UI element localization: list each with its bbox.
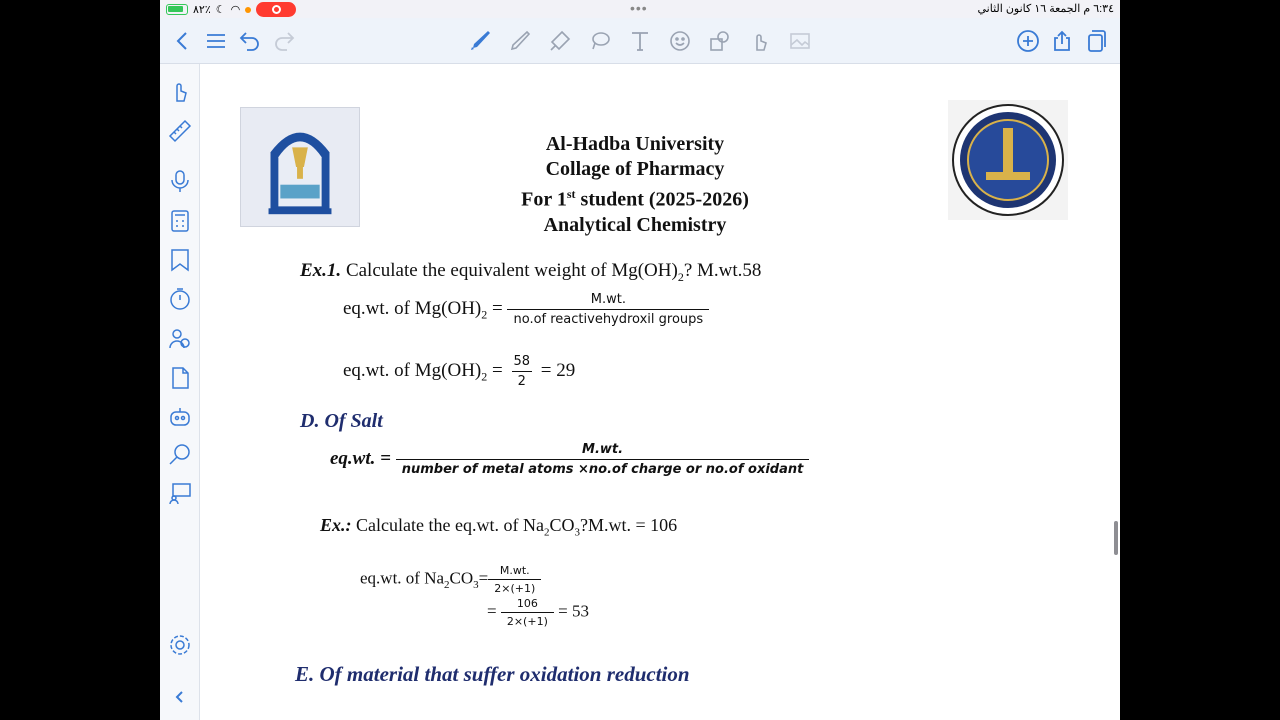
example-1-question: Ex.1. Calculate the equivalent weight of $Mg(OH)_2$? M.wt.58 xyxy=(300,260,762,284)
image-icon[interactable] xyxy=(787,28,813,54)
salt-formula: eq.wt. = $\frac{M.wt.}{\text{number of metal atoms ×no.of charge or no.of oxidant}}$ xyxy=(330,442,809,477)
microphone-icon[interactable] xyxy=(167,168,193,194)
example-2-question: Ex.: Calculate the eq.wt. of $Na_2CO_3?M.wt$. = 106 xyxy=(320,515,678,539)
search-icon[interactable] xyxy=(167,442,193,468)
course-name: Analytical Chemistry xyxy=(543,213,727,236)
hand-tool-icon[interactable] xyxy=(167,78,193,104)
equivalent-weight-fraction: $\frac{M.wt.}{\text{no.of reactivehydroxil groups}}$ xyxy=(507,292,709,327)
moon-icon: ☾ xyxy=(215,4,226,16)
section-d-heading: D. Of Salt xyxy=(300,410,383,432)
section-e-heading: E. Of material that suffer oxidation reduction xyxy=(295,662,690,686)
scrollbar[interactable] xyxy=(1114,521,1118,555)
student-year: For 1st student (2025-2026) xyxy=(521,187,749,211)
timer-icon[interactable] xyxy=(167,286,193,312)
pdf-page[interactable] xyxy=(200,64,1120,720)
presentation-icon[interactable] xyxy=(167,480,193,506)
sticker-icon[interactable] xyxy=(667,28,693,54)
ruler-icon[interactable] xyxy=(167,118,193,144)
lasso-icon[interactable] xyxy=(587,28,613,54)
ex1-numeric-fraction: $\frac{58}{2}$ xyxy=(513,354,531,389)
college-name: Collage of Pharmacy xyxy=(545,158,725,180)
eraser-icon[interactable] xyxy=(547,28,573,54)
battery-percent: ٨٢٪ xyxy=(193,4,211,16)
status-left xyxy=(166,2,296,17)
ex2-numeric-fraction: $\frac{106}{2\times(+1)}$ xyxy=(501,597,554,628)
undo-icon[interactable] xyxy=(237,28,263,54)
shapes-icon[interactable] xyxy=(707,28,733,54)
ex2-symbolic-fraction: $\frac{M.wt.}{2\times(+1)}$ xyxy=(488,564,541,595)
add-icon[interactable] xyxy=(1015,28,1041,54)
list-icon[interactable] xyxy=(203,28,229,54)
back-icon[interactable] xyxy=(170,28,196,54)
battery-icon xyxy=(166,4,188,15)
salt-fraction: $\frac{M.wt.}{\text{number of metal atoms ×no.of charge or no.of oxidant}}$ xyxy=(396,442,810,477)
redo-icon[interactable] xyxy=(271,28,297,54)
people-icon[interactable] xyxy=(167,326,193,352)
collapse-sidebar-icon[interactable] xyxy=(167,684,193,710)
example-1-answer: eq.wt. of $Mg(OH)_2$ = $\frac{58}{2}$ = 29 xyxy=(343,354,576,389)
example-1-formula: eq.wt. of $Mg(OH)_2$ = $\frac{M.wt.}{\text{no.of reactivehydroxil groups}}$ xyxy=(343,292,709,327)
document-icon[interactable] xyxy=(167,365,193,391)
settings-gear-icon[interactable] xyxy=(167,632,193,658)
notes-toolbar xyxy=(160,18,1120,64)
college-of-pharmacy-logo xyxy=(240,107,360,227)
status-datetime: ٦:٣٤ م الجمعة ١٦ كانون الثاني xyxy=(977,3,1114,15)
mic-indicator-icon xyxy=(245,7,251,13)
pencil-icon[interactable] xyxy=(507,28,533,54)
robot-icon[interactable] xyxy=(167,404,193,430)
ipad-screen xyxy=(160,0,1120,720)
wifi-icon: ◠ xyxy=(230,4,241,16)
calculator-icon[interactable] xyxy=(167,208,193,234)
pen-icon[interactable] xyxy=(467,28,493,54)
hand-icon[interactable] xyxy=(747,28,773,54)
bookmark-icon[interactable] xyxy=(167,247,193,273)
example-2-answer: = $\frac{106}{2\times(+1)}$ = 53 xyxy=(487,597,589,628)
text-icon[interactable] xyxy=(627,28,653,54)
al-hadba-university-seal xyxy=(948,100,1068,220)
pages-icon[interactable] xyxy=(1082,28,1108,54)
status-bar xyxy=(160,0,1120,18)
example-2-formula: eq.wt. of $Na_2CO_3=$ $\frac{M.wt.}{2\times(+1)}$ xyxy=(360,564,541,595)
multitask-dots[interactable]: ••• xyxy=(630,0,648,16)
share-icon[interactable] xyxy=(1049,28,1075,54)
document-header xyxy=(460,132,810,238)
university-name: Al-Hadba University xyxy=(545,133,725,155)
screen-recording-button[interactable] xyxy=(256,2,296,17)
tools-sidebar xyxy=(160,64,200,720)
